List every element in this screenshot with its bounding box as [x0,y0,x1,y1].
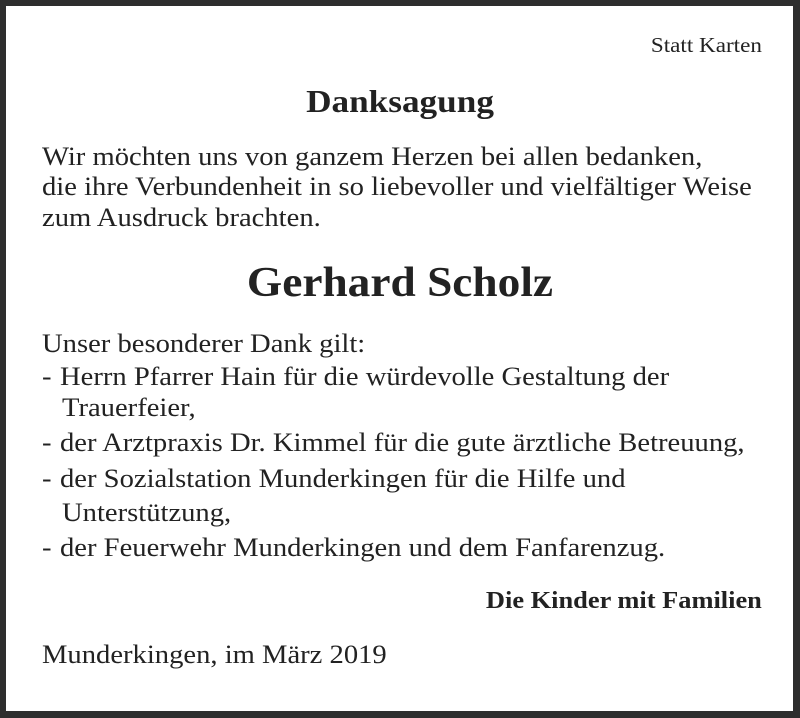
notice-title: Danksagung [306,83,494,119]
bullet: - [42,464,52,493]
intro-line: die ihre Verbundenheit in so liebevoller und vielfältiger Weise [42,172,752,201]
thanks-item-cont: Trauerfeier, [62,393,196,422]
header-note: Statt Karten [651,33,762,57]
thanks-item-cont: Unterstützung, [62,498,232,527]
signature: Die Kinder mit Familien [486,588,762,614]
intro-line: zum Ausdruck brachten. [42,203,321,232]
place-date: Munderkingen, im März 2019 [42,640,387,669]
thanks-item: der Arztpraxis Dr. Kimmel für die gute ärztliche Betreuung, [60,428,745,457]
thanks-item: Herrn Pfarrer Hain für die würdevolle Gestaltung der [60,362,670,391]
bullet: - [42,428,52,457]
intro-line: Wir möchten uns von ganzem Herzen bei allen bedanken, [42,142,703,171]
thanks-item: der Sozialstation Munderkingen für die Hilfe und [60,464,626,493]
thanks-item: der Feuerwehr Munderkingen und dem Fanfarenzug. [60,533,666,562]
bullet: - [42,362,52,391]
bullet: - [42,533,52,562]
thanks-heading: Unser besonderer Dank gilt: [42,329,366,358]
deceased-name: Gerhard Scholz [246,260,554,306]
